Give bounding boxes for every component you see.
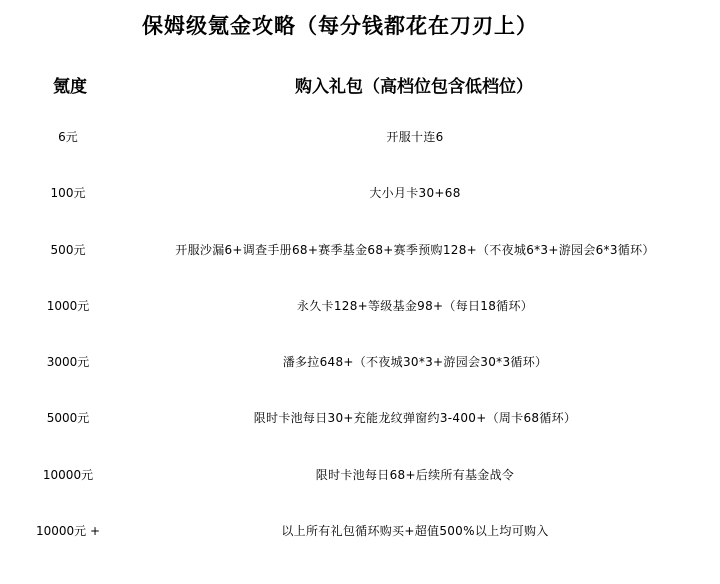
row-amount: 5000元 [46,411,90,426]
table-header [0,72,720,100]
table-row [0,128,720,184]
row-amount: 100元 [50,186,86,201]
row-amount: 10000元 [42,467,94,482]
row-amount: 500元 [50,242,86,257]
table-row [0,353,720,409]
table-row [0,184,720,240]
table-row [0,466,720,522]
row-packs: 限时卡池每日30+充能龙纹弹窗约3-400+（周卡68循环） [253,411,577,426]
table-row [0,297,720,353]
row-packs: 开服沙漏6+调查手册68+赛季基金68+赛季预购128+（不夜城6*3+游园会6*3循环） [175,242,655,257]
row-packs: 开服十连6 [386,130,444,144]
row-packs: 永久卡128+等级基金98+（每日18循环） [296,298,534,313]
table-row [0,522,720,578]
table-row [0,409,720,465]
row-packs: 以上所有礼包循环购买+超值500%以上均可购入 [281,524,549,539]
table-body [0,128,720,578]
row-packs: 限时卡池每日68+后续所有基金战令 [315,467,515,482]
header-packs: 购入礼包（高档位包含低档位） [295,77,533,97]
row-amount: 10000元 + [35,524,101,539]
page-title: 保姆级氪金攻略（每分钱都花在刀刃上） [142,14,538,38]
table-row [0,241,720,297]
row-packs: 潘多拉648+（不夜城30*3+游园会30*3循环） [282,355,548,370]
header-amount: 氪度 [53,77,87,97]
row-packs: 大小月卡30+68 [369,186,461,201]
row-amount: 6元 [58,130,78,144]
row-amount: 3000元 [46,355,90,370]
row-amount: 1000元 [46,298,90,313]
